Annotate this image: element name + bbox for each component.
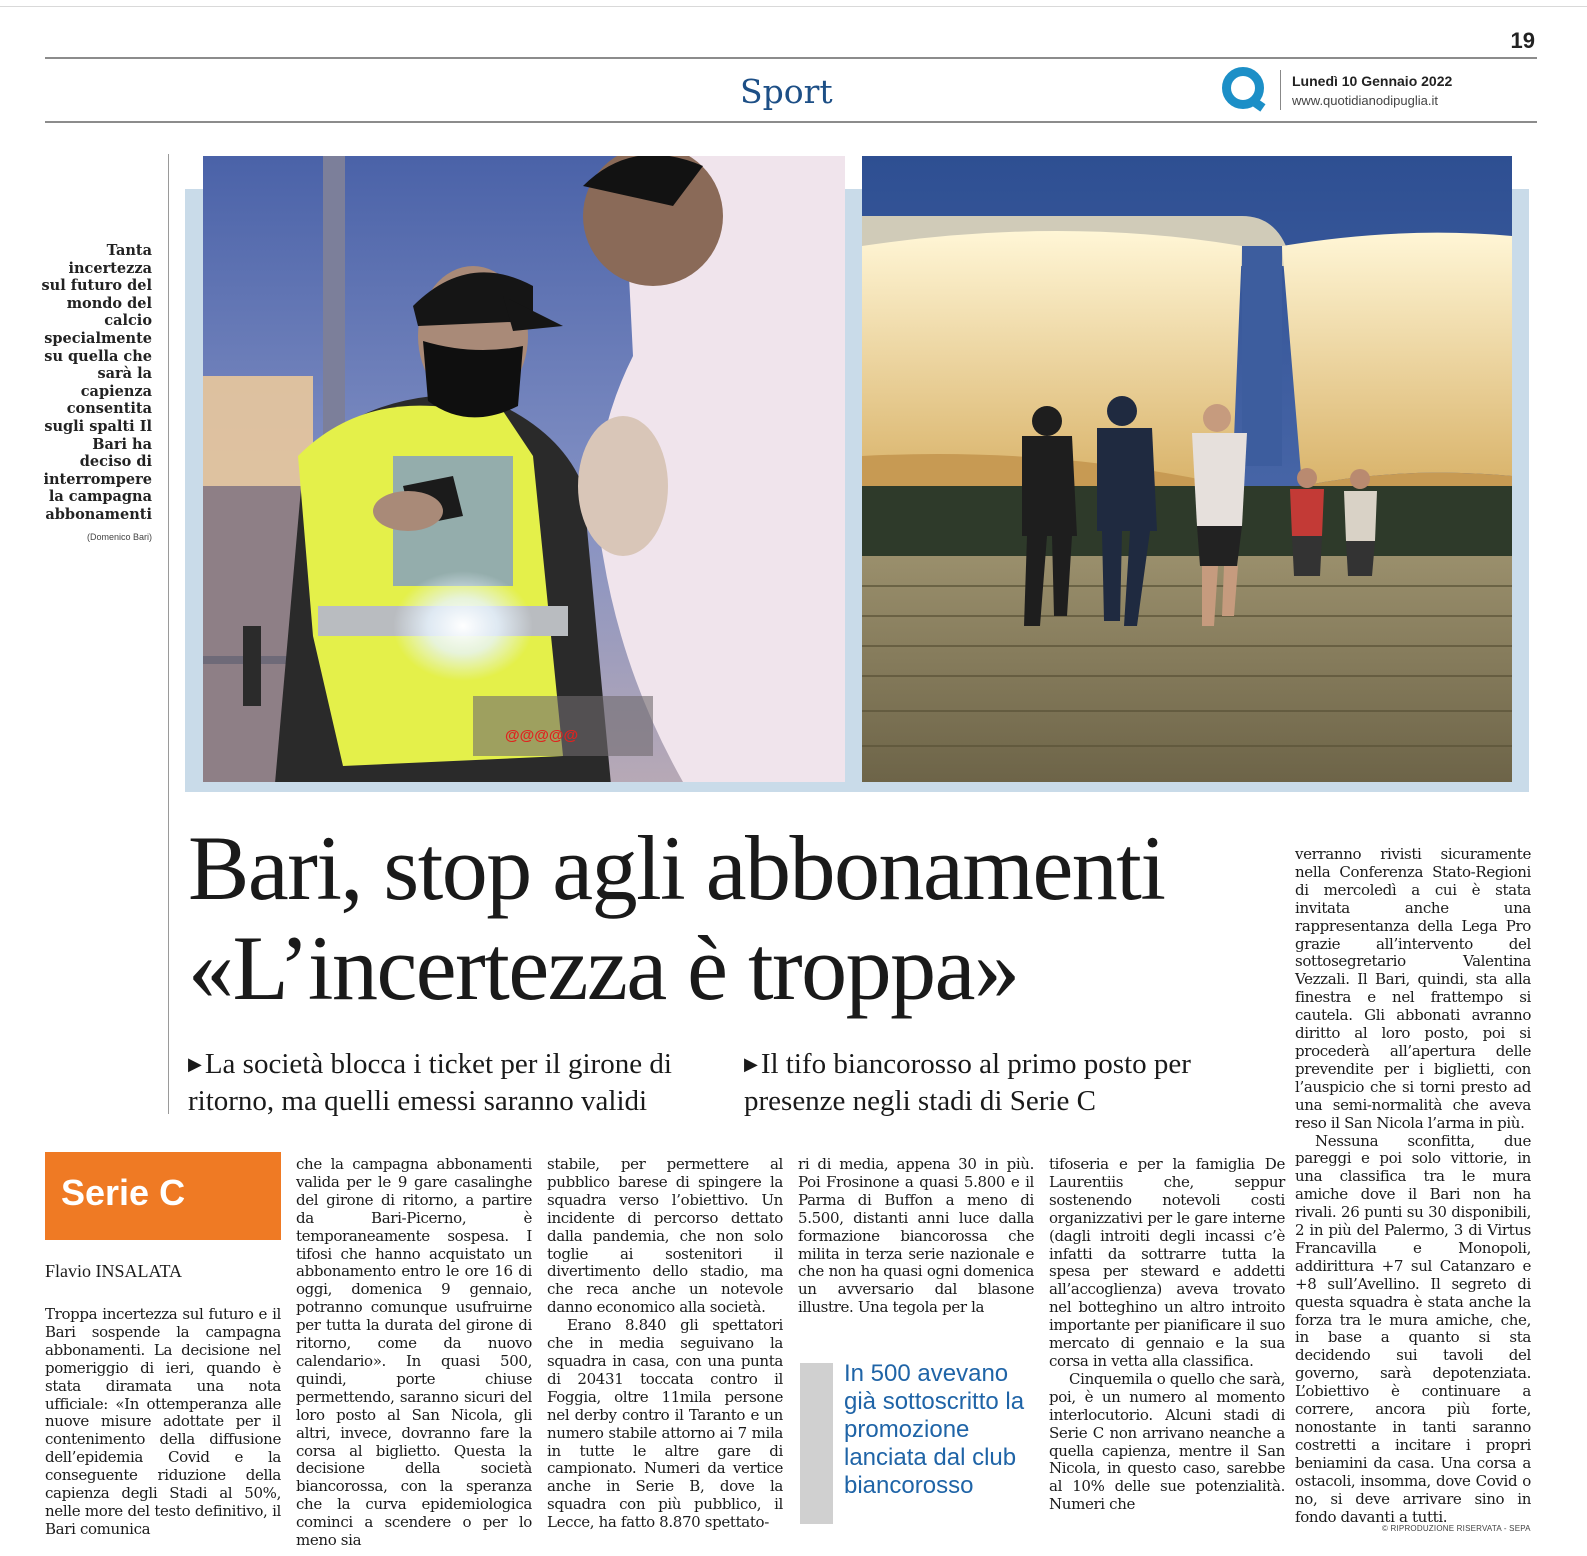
header-top-rule — [45, 57, 1537, 59]
paragraph: tifoseria e per la famiglia De Laurentiis che, seppur sostenendo notevoli costi organizzativi per le gare interne (dagli introiti degli incassi c’è infatti da sottrarre tutta la spesa per steward e addetti all’accoglienza) aveva trovato nel botteghino un altro introito importante per pianificare il suo mercato di gennaio e la sua corsa in vetta alla classifica. — [1049, 1155, 1285, 1370]
deck-right-text: Il tifo biancorosso al primo posto per presenze negli stadi di Serie C — [744, 1048, 1191, 1117]
paragraph: Erano 8.840 gli spettatori che in media seguivano la squadra in casa, con una punta di 20431 toccata contro il Foggia, oltre 11mila persone nel derby contro il Taranto e un numero stabile attorno ai 7 mila in tutte le altre gare di campionato. Numeri da vertice anche in Serie B, dove la squadra con più pubblico, il Lecce, ha fatto 8.870 spettato- — [547, 1316, 783, 1532]
photo-credit: (Domenico Bari) — [86, 532, 152, 542]
deck-right — [744, 1046, 1244, 1120]
pullquote-bar — [800, 1363, 833, 1524]
paragraph: Nessuna sconfitta, due pareggi e poi solo vittorie, in una classifica tra le mura amiche dove il Bari non ha rivali. 26 punti su 30 disponibili, 2 in più del Palermo, 3 di Virtus Francavilla e Monopoli, addirittura +7 sul Catanzaro e +8 sull’Avellino. Il segreto di questa squadra è stata anche la forza tra le mura amiche, che, in base a quanto si sta decidendo sui tavoli del governo, sarà depotenziata. L’obiettivo è continuare a correre, ancora più forte, nonostante in tanti saranno costretti a incitare i propri beniamini da casa. Una corsa a ostacoli, insomma, dove Covid o no, si deve arrivare sino in fondo davanti a tutti. — [1295, 1131, 1531, 1526]
paragraph: che la campagna abbonamenti valida per le 9 gare casalinghe del girone di ritorno, a partire da Bari-Picerno, è temporaneamente sospesa. I tifosi che hanno acquistato un abbonamento entro le ore 16 di oggi, domenica 9 gennaio, potranno comunque usufruirne per tutta la durata del girone di ritorno, come da nuovo calendario». In quasi 500, quindi, porte chiuse permettendo, saranno sicuri del loro posto al San Nicola, gli altri, invece, dovranno fare la corsa al biglietto. Questa la decisione della società biancorossa, con la speranza che la curva epidemiologica cominci a scendere o per lo meno sia — [296, 1155, 532, 1550]
steward-checking-ticket-photo — [203, 156, 845, 782]
article-column-5 — [1049, 1156, 1285, 1514]
section-kicker — [45, 1152, 281, 1240]
paragraph: ri di media, appena 30 in più. Poi Frosinone a quasi 5.800 e il Parma di Buffon a meno di 5.500, distanti anni luce dalla formazione biancorossa che milita in terza serie nazionale e che non ha quasi ogni domenica un avversario dal blasone illustre. Una tegola per la — [798, 1155, 1034, 1317]
paragraph: Cinquemila o quello che sarà, poi, è un numero al momento interlocutorio. Alcuni stadi di Serie C non arrivano neanche a quella capienza, mentre il San Nicola, in questo caso, sarebbe al 10% delle sue potenzialità. Numeri che — [1049, 1369, 1286, 1514]
article-column-1 — [45, 1306, 281, 1539]
article-column-2 — [296, 1156, 532, 1550]
headline-line-1: Bari, stop agli abbonamenti — [188, 817, 1165, 919]
paragraph: Troppa incertezza sul futuro e il Bari sospende la campagna abbonamenti. La decisione nel pomeriggio di ieri, quando è stata diramata una nota ufficiale: «In ottemperanza alle nuove misure adottate per il contenimento della diffusione dell’epidemia Covid e la conseguente riduzione della capienza degli Stadi al 50%, nelle more del testo definitivo, il Bari comunica — [45, 1305, 281, 1538]
issue-date: Lunedì 10 Gennaio 2022 — [1292, 73, 1453, 89]
top-border — [0, 6, 1587, 7]
q-logo-icon — [1222, 67, 1264, 109]
section-title: Sport — [740, 72, 833, 111]
bullet-triangle-icon: ▶ — [744, 1054, 758, 1074]
headline — [188, 818, 1164, 1018]
column-divider — [168, 154, 169, 1114]
deck-left — [188, 1046, 733, 1120]
page-number: 19 — [1510, 28, 1535, 53]
paragraph: stabile, per permettere al pubblico barese di spingere la squadra verso l’obiettivo. Un incidente di percorso dettato dalla pandemia, che non solo toglie ai sostenitori il divertimento dello stadio, ma che reca anche un notevole danno economico alla società. — [547, 1155, 783, 1317]
fans-walking-to-stadium-photo — [862, 156, 1512, 782]
copyright-notice: © RIPRODUZIONE RISERVATA - SEPA — [1382, 1524, 1531, 1533]
bullet-triangle-icon: ▶ — [188, 1054, 202, 1074]
header-bottom-rule — [45, 121, 1537, 123]
pullquote: In 500 avevano già sottoscritto la promozione lanciata dal club biancorosso — [844, 1360, 1025, 1499]
masthead-divider — [1280, 70, 1281, 110]
article-column-6-top — [1295, 846, 1531, 1526]
kicker-label: Serie C — [61, 1172, 186, 1213]
article-column-3 — [547, 1156, 783, 1532]
article-column-4 — [798, 1156, 1034, 1317]
paragraph: verranno rivisti sicuramente nella Conferenza Stato-Regioni di mercoledì a cui è stata invitata anche una rappresentanza della Lega Pro grazie all’intervento del sottosegretario Valentina Vezzali. Il Bari, quindi, sta alla finestra e nel frattempo si cautela. Gli abbonati avranno diritto al loro posto, poi si procederà all’apertura delle prevendite per i biglietti, con l’auspicio che si torni presto ad una semi-normalità che aveva reso il San Nicola l’arma in più. — [1295, 845, 1531, 1132]
headline-line-2: «L’incertezza è troppa» — [188, 917, 1019, 1019]
byline: Flavio INSALATA — [45, 1261, 183, 1281]
website-url: www.quotidianodipuglia.it — [1292, 93, 1438, 108]
deck-left-text: La società blocca i ticket per il girone di ritorno, ma quelli emessi saranno validi — [188, 1048, 672, 1117]
svg-text:@@@@@: @@@@@ — [505, 727, 579, 744]
photo-caption: Tanta incertezza sul futuro del mondo del calcio specialmente su quella che sarà la capienza consentita sugli spalti Il Bari ha deciso di interrompere la campagna abbonamenti — [41, 242, 152, 523]
